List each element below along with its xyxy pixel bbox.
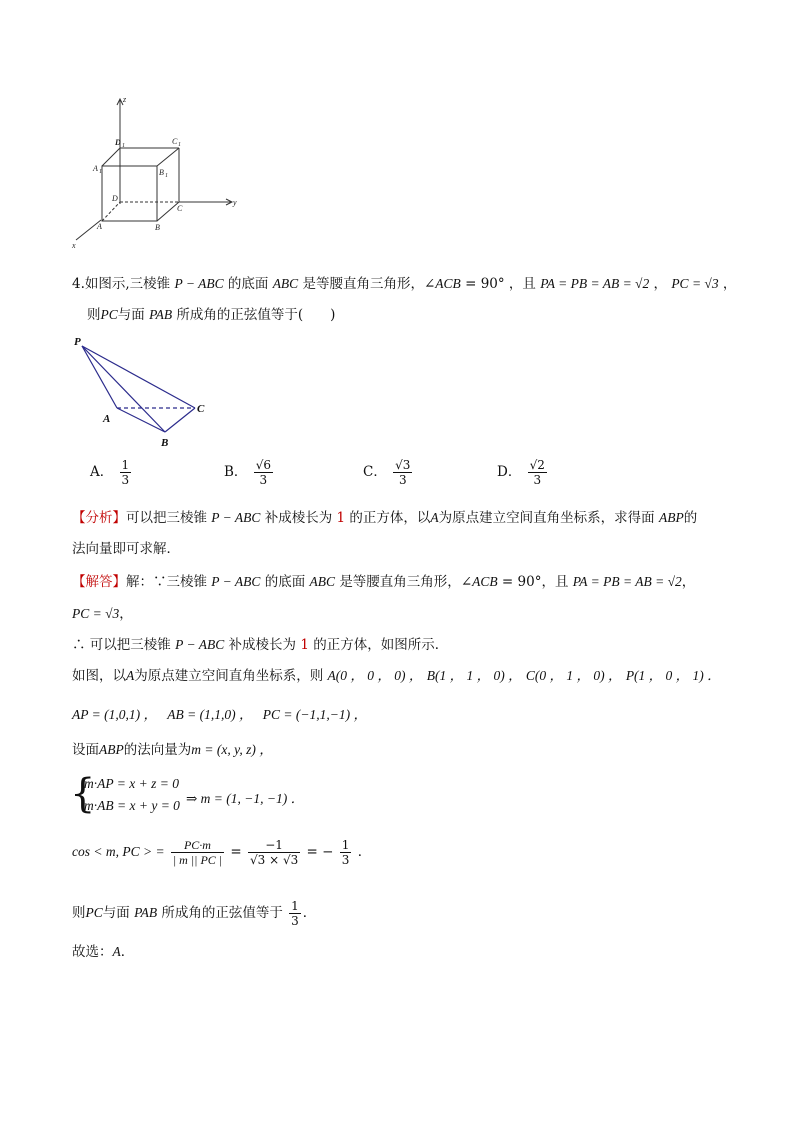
frac-num: 1: [341, 838, 350, 852]
choice-label: B．: [224, 464, 248, 480]
answer-label: 故选：: [72, 944, 113, 960]
answer-line: [72, 940, 134, 960]
q-sep: ，: [649, 276, 668, 292]
cos-frac-3: [340, 838, 352, 867]
s-pc: PC = √3: [72, 606, 120, 621]
edge-b1c1: [157, 148, 179, 166]
q-angle: ACB: [435, 276, 461, 291]
cosine-line: [72, 838, 371, 867]
frac-den: 3: [398, 473, 407, 487]
a-text: 补成棱长为: [264, 510, 333, 526]
s-text: 为原点建立空间直角坐标系，则: [134, 668, 324, 684]
q-end: ，: [718, 276, 737, 292]
q-pc: PC = √3: [671, 276, 719, 291]
frac-num: PC·m: [171, 838, 224, 853]
label-c1-sub: 1: [178, 142, 181, 148]
s-text: 三棱锥: [166, 574, 207, 590]
a-origin: A: [430, 510, 439, 525]
a-text: 为原点建立空间直角坐标系，求得面: [438, 510, 655, 526]
s-pyramid: P − ABC: [175, 637, 225, 652]
frac-den: 3: [259, 473, 268, 487]
s-text: 补成棱长为: [228, 637, 297, 653]
frac-den: 3: [533, 473, 542, 487]
frac-num: √6: [255, 458, 271, 472]
s-pc-line: PC: [85, 905, 103, 920]
solution-line-1: 【解答】解：∵三棱锥 P − ABC 的底面 ABC 是等腰直角三角形，∠ACB = 90°，且 PA = PB = AB = √2，: [72, 574, 696, 590]
s-origin: A: [126, 668, 135, 683]
label-b1-sub: 1: [165, 173, 168, 179]
choice-c[interactable]: [363, 458, 414, 487]
label-a: A: [103, 413, 111, 425]
frac-num: 1: [121, 458, 130, 472]
cos-frac-1: [171, 838, 224, 867]
question-line-1: [72, 272, 736, 292]
a-text: 法向量即可求解．: [72, 541, 180, 557]
q-text: 4.如图示,三棱锥: [72, 276, 171, 292]
label-c: C: [197, 403, 205, 415]
system-eq-2: m·AB = x + y = 0: [84, 798, 180, 813]
because-symbol: ∵: [153, 574, 167, 590]
s-plane: PAB: [134, 905, 158, 920]
q-text: 则: [87, 307, 101, 323]
q-plane: PAB: [149, 307, 173, 322]
a-plane: ABP: [658, 510, 684, 525]
cos-frac-2: [248, 838, 300, 867]
normal-vector: m = (x, y, z) ，: [191, 742, 273, 757]
vector-ab: AB = (1,1,0) ，: [167, 707, 253, 722]
s-text: 的底面: [264, 574, 306, 590]
s-text: 的正方体，如图所示．: [313, 637, 449, 653]
s-text: 解：: [126, 574, 153, 590]
s-base: ABC: [309, 574, 336, 589]
choice-label: A．: [90, 464, 114, 480]
pyramid-figure: [70, 334, 220, 450]
solution-line-4: [72, 664, 721, 684]
s-text: 如图，以: [72, 668, 126, 684]
label-y: y: [233, 198, 237, 207]
s-text: 的法向量为: [123, 742, 192, 758]
frac-den: | m || PC |: [172, 853, 223, 867]
q-text: 的底面: [227, 276, 269, 292]
cos-result: = −: [306, 844, 334, 860]
s-text: ，且: [541, 574, 569, 590]
label-x: x: [72, 241, 76, 250]
a-pyramid: P − ABC: [211, 510, 261, 525]
vector-pc: PC = (−1,1,−1) ，: [262, 707, 367, 722]
edge-ad-hidden: [102, 202, 120, 221]
frac-num: √2: [529, 458, 545, 472]
s-plane: ABP: [99, 742, 124, 757]
q-text: ，且: [508, 276, 536, 292]
frac-den: 3: [291, 914, 299, 928]
s-text: 所成角的正弦值等于: [161, 905, 283, 921]
q-pyramid: P − ABC: [174, 276, 224, 291]
cube-coordinate-figure: [66, 92, 246, 252]
q-text: 所成角的正弦值等于( ): [176, 307, 336, 323]
frac-den: √3 × √3: [249, 853, 299, 867]
cos-end: ．: [357, 844, 372, 860]
choice-label: D．: [497, 464, 522, 480]
s-text: 是等腰直角三角形，: [339, 574, 461, 590]
a-text: 的正方体，以: [349, 510, 431, 526]
solution-tag: 【解答】: [72, 574, 126, 590]
s-text: ．: [302, 905, 317, 921]
frac-num: −1: [248, 838, 300, 853]
edge-bc: [165, 408, 195, 432]
analysis-line-1: [72, 506, 697, 526]
therefore-symbol: ∴: [72, 637, 86, 653]
s-pyramid: P − ABC: [211, 574, 261, 589]
system-eq-1: m·AP = x + z = 0: [84, 776, 179, 791]
label-a1: A: [93, 164, 98, 173]
q-pc-line: PC: [100, 307, 118, 322]
s-edges: PA = PB = AB = √2: [572, 574, 682, 589]
s-text: 可以把三棱锥: [89, 637, 171, 653]
s-text: 则: [72, 905, 86, 921]
choice-b[interactable]: [224, 458, 275, 487]
label-b1: B: [159, 168, 164, 177]
frac-den: 3: [121, 473, 130, 487]
system-brace: {: [70, 771, 96, 817]
edge-a1d1: [102, 148, 120, 166]
q-angle-value: = 90°: [460, 276, 505, 292]
s-text: ，: [119, 606, 133, 622]
s-one: 1: [300, 637, 309, 653]
vector-ap: AP = (1,0,1) ，: [72, 707, 157, 722]
frac-num: 1: [291, 899, 299, 913]
label-d1-sub: 1: [122, 143, 125, 149]
label-a: A: [97, 222, 102, 231]
label-b: B: [161, 437, 169, 449]
coord-b: B(1 ， 1 ， 0) ，: [426, 668, 522, 683]
choice-label: C．: [363, 464, 387, 480]
answer-choice: A: [112, 944, 121, 959]
a-text: 可以把三棱锥: [126, 510, 207, 526]
analysis-line-2: [72, 537, 180, 557]
edge-pb: [82, 346, 165, 432]
solution-line-3: [72, 633, 448, 653]
frac-den: 3: [341, 853, 350, 867]
a-text: 的: [683, 510, 698, 526]
edge-bc: [157, 202, 179, 221]
label-a1-sub: 1: [99, 169, 102, 175]
s-text: ，: [681, 574, 696, 590]
s-angle: ACB: [472, 574, 498, 589]
q-text: 是等腰直角三角形，∠: [302, 276, 436, 292]
label-d1: D: [115, 138, 121, 147]
edge-ab: [117, 408, 165, 432]
conclusion-fraction: [289, 899, 301, 928]
solution-normal-setup: [72, 738, 273, 758]
choice-fraction: [528, 458, 547, 487]
label-c: C: [177, 204, 183, 213]
label-d: D: [112, 194, 118, 203]
s-text: 与面: [102, 905, 130, 921]
system-result: ⇒ m = (1, −1, −1) ．: [186, 791, 305, 806]
conclusion-line: [72, 899, 316, 928]
choice-fraction: [254, 458, 273, 487]
cos-lhs: cos < m, PC > =: [72, 844, 165, 859]
s-text: 设面: [72, 742, 99, 758]
cos-eq: =: [230, 844, 242, 860]
question-line-2: [87, 303, 335, 323]
choice-fraction: [393, 458, 412, 487]
label-c1: C: [172, 137, 178, 146]
s-angle-value: = 90°: [497, 574, 542, 590]
coord-a: A(0 ， 0 ， 0) ，: [327, 668, 423, 683]
label-b: B: [155, 223, 160, 232]
frac-num: √3: [395, 458, 411, 472]
choice-d[interactable]: [497, 458, 549, 487]
q-text: 与面: [117, 307, 145, 323]
answer-end: ．: [120, 944, 135, 960]
label-z: z: [123, 95, 127, 104]
analysis-tag: 【分析】: [72, 510, 126, 526]
q-edges: PA = PB = AB = √2: [540, 276, 650, 291]
solution-line-2: [72, 602, 133, 622]
solution-vectors: [72, 703, 367, 723]
a-one: 1: [336, 510, 346, 526]
coord-p: P(1 ， 0 ， 1) ．: [625, 668, 721, 683]
coord-c: C(0 ， 1 ， 0) ，: [525, 668, 622, 683]
choice-fraction: [120, 458, 132, 487]
q-base: ABC: [272, 276, 299, 291]
label-p: P: [74, 336, 81, 348]
choice-a[interactable]: [90, 458, 133, 487]
